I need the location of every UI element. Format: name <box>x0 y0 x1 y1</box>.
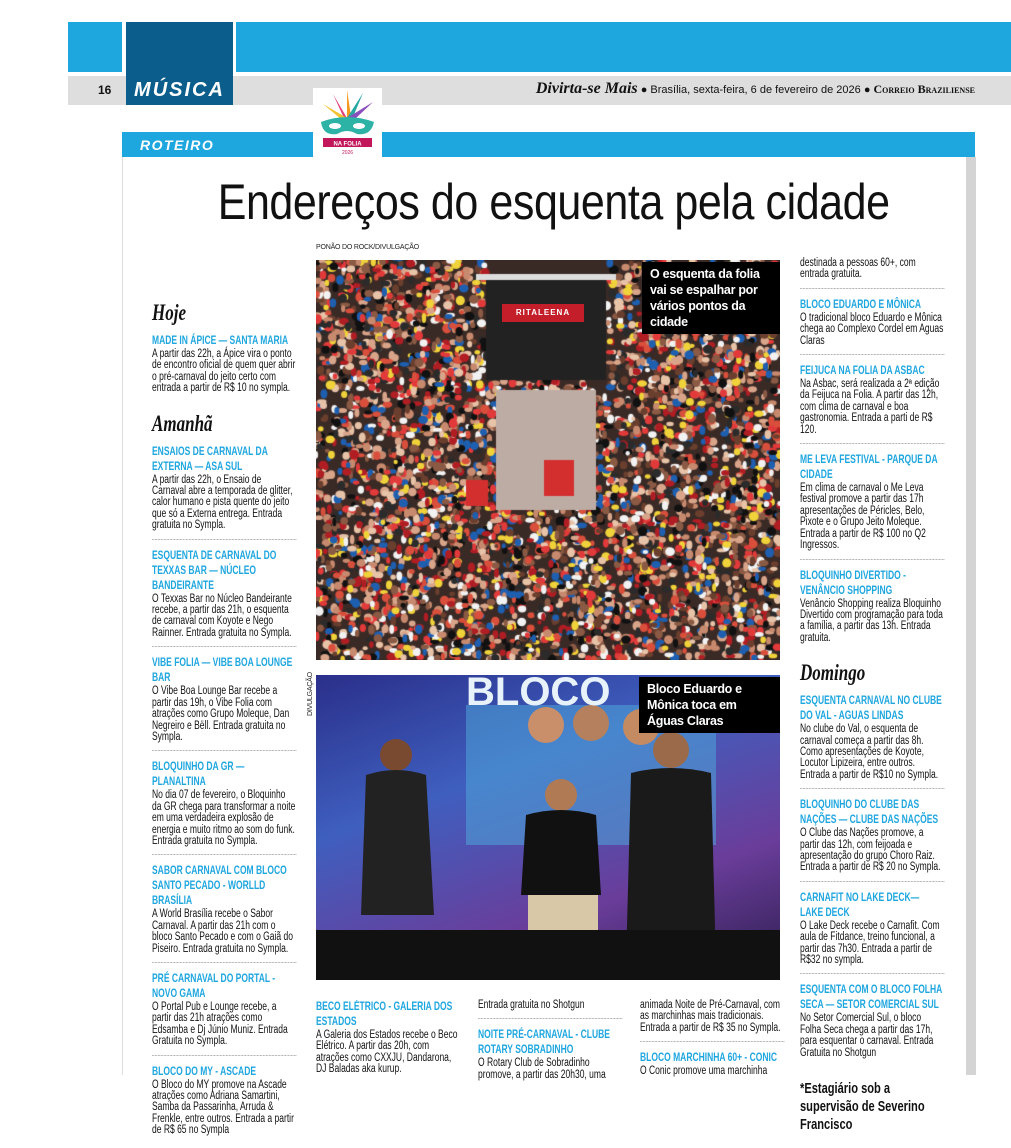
event-listing <box>152 1065 296 1144</box>
photo2-caption: Bloco Eduardo e Mônica toca em Águas Claras <box>639 677 780 733</box>
band-photo <box>316 670 780 980</box>
event-listing <box>800 798 944 882</box>
event-title: ESQUENTA DE CARNAVAL DO TEXXAS BAR — NÚCLEO BANDEIRANTE <box>152 549 277 592</box>
event-listing <box>152 549 296 648</box>
photo1-credit: PONÃO DO ROCK/DIVULGAÇÃO <box>316 244 419 251</box>
dateline: Brasília, sexta-feira, 6 de fevereiro de 2026 <box>650 84 861 96</box>
event-listing <box>316 1000 460 1083</box>
event-title: BLOQUINHO DIVERTIDO - VENÂNCIO SHOPPING <box>800 569 906 597</box>
event-listing <box>478 1028 622 1088</box>
edition-line <box>536 76 975 103</box>
header-bar-right <box>236 22 1011 72</box>
event-description: O Lake Deck recebe o Carnafit. Com aula de Fitdance, treino funcional, a partir das 7h30. Entrada a partir de R$32 no sympla. <box>800 919 940 966</box>
event-title: BLOQUINHO DO CLUBE DAS NAÇÕES — CLUBE DAS NAÇÕES <box>800 799 939 827</box>
band-banner-lettering: BLOCO <box>466 670 611 714</box>
headline-text: Endereços do esquenta pela cidade <box>217 174 890 230</box>
event-description: O Bloco do MY promove na Ascade atrações como Adriana Samartini, Samba da Passarinha, Arruda & Frenkle, entre outros. Entrada a partir de R$ 65 no Sympla <box>152 1078 294 1137</box>
column-bottom-2 <box>478 1000 624 1080</box>
event-listing <box>800 569 944 652</box>
event-listing <box>800 258 944 289</box>
event-listing <box>800 364 944 444</box>
event-description: O Rotary Club de Sobradinho promove, a partir das 20h30, uma <box>478 1057 606 1081</box>
event-listing <box>152 656 296 751</box>
event-title: VIBE FOLIA — VIBE BOA LOUNGE BAR <box>152 657 293 685</box>
event-description: A partir das 22h, o Ensaio de Carnaval abre a temporada de glitter, calor humano e pista quente do jeito que só a Externa entrega. Entrada gratuita no Sympla. <box>152 473 293 532</box>
event-description: O Texxas Bar no Núcleo Bandeirante recebe, a partir das 21h, o esquenta de carnaval com Koyote e Nego Rainner. Entrada gratuita no Sympla. <box>152 592 292 639</box>
event-title: SABOR CARNAVAL COM BLOCO SANTO PECADO - WORLLD BRASÍLIA <box>152 865 287 908</box>
event-description: O Clube das Nações promove, a partir das 12h, com feijoada e apresentação do grupo Choro Raiz. Entrada a partir de R$ 20 no Sympla. <box>800 827 941 874</box>
column-content <box>640 1000 784 1085</box>
event-listing <box>800 298 944 355</box>
event-description: destinada a pessoas 60+, com entrada gratuita. <box>800 257 916 281</box>
headline <box>122 170 985 234</box>
page-number: 16 <box>98 83 112 97</box>
column-left <box>152 296 298 1137</box>
newspaper-name: Correio Braziliense <box>873 82 975 96</box>
event-description: No Setor Comercial Sul, o bloco Folha Seca chega a partir das 17h, para esquentar o carnaval. Entrada Gratuita no Shotgun <box>800 1012 934 1059</box>
header-bar-left <box>68 22 122 72</box>
bullet: ● <box>863 84 874 96</box>
event-listing <box>800 983 944 1066</box>
event-description: A partir das 22h, a Ápice vira o ponto de encontro oficial de quem quer abrir o pré-carnaval do jeito certo com entrada a partir de R$ 10 no sympla. <box>152 348 296 395</box>
subsection-bar <box>122 132 975 157</box>
event-listing <box>152 334 296 402</box>
event-title: ENSAIOS DE CARNAVAL DA EXTERNA — ASA SUL <box>152 445 268 473</box>
column-bottom-1 <box>316 1000 462 1080</box>
day-heading: Hoje <box>152 300 187 325</box>
author-note: *Estagiário sob a supervisão de Severino Francisco <box>800 1080 925 1134</box>
event-listing <box>800 453 944 559</box>
event-title: BLOCO EDUARDO E MÔNICA <box>800 298 922 311</box>
supplement-name: Divirta-se Mais <box>535 80 638 97</box>
event-title: BLOQUINHO DA GR — PLANALTINA <box>152 761 245 789</box>
column-content <box>316 1000 460 1083</box>
event-title: FEIJUCA NA FOLIA DA ASBAC <box>800 365 925 378</box>
event-description: A Galeria dos Estados recebe o Beco Elétrico. A partir das 20h, com atrações como CXXJU, Dandarona, DJ Baladas aka kurup. <box>316 1029 458 1076</box>
photo1-caption: O esquenta da folia vai se espalhar por vários pontos da cidade <box>642 262 780 334</box>
event-description: Venâncio Shopping realiza Bloquinho Divertido com programação para toda a família, a partir das 13h. Entrada gratuita. <box>800 597 943 644</box>
event-description: O Conic promove uma marchinha <box>640 1065 768 1078</box>
event-listing <box>478 1000 622 1019</box>
column-bottom-3 <box>640 1000 786 1080</box>
event-title: BLOCO MARCHINHA 60+ - CONIC <box>640 1052 778 1065</box>
event-description: Em clima de carnaval o Me Leva festival promove a partir das 17h apresentações de Péricles, Belo, Pixote e o Grupo Jeito Moleque. Entrada a partir de R$ 100 no Q2 Ingressos. <box>800 482 926 552</box>
crowd-photo <box>316 260 780 660</box>
event-title: ESQUENTA CARNAVAL NO CLUBE DO VAL - AGUAS LINDAS <box>800 695 942 723</box>
event-title: BECO ELÉTRICO - GALERIA DOS ESTADOS <box>316 1001 453 1028</box>
event-listing <box>800 891 944 975</box>
event-title: NOITE PRÉ-CARNAVAL - CLUBE ROTARY SOBRADINHO <box>478 1029 610 1057</box>
event-description: A World Brasília recebe o Sabor Carnaval. A partir das 21h com o bloco Santo Pecado e com o Gaiã do Piseiro. Entrada gratuita no Sympla. <box>152 908 293 955</box>
event-listing <box>640 1051 784 1084</box>
column-content <box>152 300 296 1144</box>
event-listing <box>640 1000 784 1042</box>
section-label: MÚSICA <box>134 79 225 101</box>
day-heading: Domingo <box>800 660 866 686</box>
event-listing <box>152 864 296 963</box>
stage-banner: RITALEENA <box>502 304 584 322</box>
event-description: O tradicional bloco Eduardo e Mônica chega ao Complexo Cordel em Aguas Claras <box>800 311 944 347</box>
event-description: Entrada gratuita no Shotgun <box>478 999 585 1011</box>
event-listing <box>152 972 296 1056</box>
column-content <box>800 258 944 1134</box>
event-description: animada Noite de Pré-Carnaval, com as marchinhas mais tradicionais. Entrada a partir de R$ 35 no Sympla. <box>640 999 781 1034</box>
event-title: CARNAFIT NO LAKE DECK— LAKE DECK <box>800 891 920 919</box>
event-description: No dia 07 de fevereiro, o Bloquinho da GR chega para transformar a noite em uma verdadeira explosão de energia e muito ritmo ao som do funk. Entrada gratuita no Sympla. <box>152 789 296 847</box>
bullet: ● <box>640 84 651 96</box>
event-title: ME LEVA FESTIVAL - PARQUE DA CIDADE <box>800 454 938 482</box>
event-listing <box>800 694 944 789</box>
event-description: Na Asbac, será realizada a 2ª edição da Feijuca na Folia. A partir das 12h, com clima de carnaval e boa gastronomia. Entrada a parti de R$ 120. <box>800 378 940 436</box>
event-title: ESQUENTA COM O BLOCO FOLHA SECA — SETOR COMERCIAL SUL <box>800 984 942 1012</box>
photo2-credit: DIVULGAÇÃO <box>307 672 314 716</box>
column-right <box>800 257 946 1134</box>
event-listing <box>152 445 296 540</box>
event-title: MADE IN ÁPICE — SANTA MARIA <box>152 335 289 347</box>
event-title: BLOCO DO MY - ASCADE <box>152 1065 257 1078</box>
event-description: No clube do Val, o esquenta de carnaval começa a partir das 8h. Como apresentações de Koyote, Locutor Lipizeira, entre outros. Entrada a partir de R$10 no Sympla. <box>800 723 939 781</box>
event-title: PRÉ CARNAVAL DO PORTAL - NOVO GAMA <box>152 972 276 1000</box>
svg-text:NA FOLIA: NA FOLIA <box>333 141 362 148</box>
subsection-label: ROTEIRO <box>140 137 215 153</box>
svg-text:2026: 2026 <box>341 150 354 156</box>
event-description: O Vibe Boa Lounge Bar recebe a partir das 19h, o Vibe Folia com atrações como Grupo Moleque, Dan Negreiro e Bëll. Entrada gratuita no Sympla. <box>152 685 290 743</box>
carnival-mask-logo <box>313 88 382 158</box>
column-content <box>478 1000 622 1088</box>
event-listing <box>152 760 296 855</box>
event-description: O Portal Pub e Lounge recebe, a partir das 21h atrações como Edsamba e Dj Júnio Muniz. Entrada Gratuita no Sympla. <box>152 1000 288 1048</box>
day-heading: Amanhã <box>152 410 213 436</box>
